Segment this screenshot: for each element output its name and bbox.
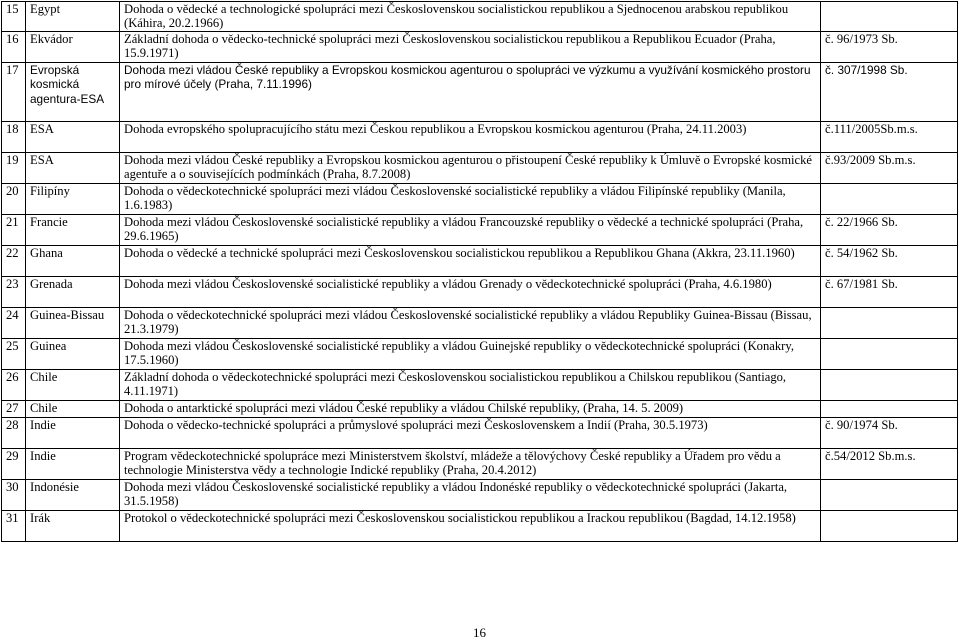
table-row bbox=[2, 479, 958, 510]
table-row bbox=[2, 400, 958, 417]
row-number: 19 bbox=[2, 152, 26, 183]
row-title: Protokol o vědeckotechnické spolupráci mezi Československou socialistickou republikou a Irackou republikou (Bagdad, 14.12.1958) bbox=[120, 510, 821, 541]
row-country: Indonésie bbox=[26, 479, 120, 510]
table-row bbox=[2, 152, 958, 183]
row-title: Dohoda mezi vládou Československé socialistické republiky a vládou Francouzské republiky o vědecké a technické spolupráci (Praha, 29.6.1965) bbox=[120, 214, 821, 245]
row-number: 30 bbox=[2, 479, 26, 510]
row-country: Indie bbox=[26, 417, 120, 448]
row-number: 18 bbox=[2, 121, 26, 152]
row-title: Základní dohoda o vědeckotechnické spolupráci mezi Československou socialistickou republikou a Chilskou republikou (Santiago, 4.11.1971) bbox=[120, 369, 821, 400]
table-row bbox=[2, 307, 958, 338]
row-reference bbox=[821, 2, 958, 32]
row-reference: č. 96/1973 Sb. bbox=[821, 31, 958, 62]
row-title: Dohoda o vědecké a technologické spolupráci mezi Československou socialistickou republikou a Sjednocenou arabskou republikou (Káhira, 20.2.1966) bbox=[120, 2, 821, 32]
table-row bbox=[2, 338, 958, 369]
row-title: Program vědeckotechnické spolupráce mezi Ministerstvem školství, mládeže a tělovýchovy České republiky a Úřadem pro vědu a technologie Ministerstva vědy a technologie Indické republiky (Praha, 20.4.2012) bbox=[120, 448, 821, 479]
row-number: 21 bbox=[2, 214, 26, 245]
row-reference: č. 67/1981 Sb. bbox=[821, 276, 958, 307]
row-number: 22 bbox=[2, 245, 26, 276]
table-row bbox=[2, 245, 958, 276]
table-row bbox=[2, 417, 958, 448]
row-reference: č. 90/1974 Sb. bbox=[821, 417, 958, 448]
row-title: Základní dohoda o vědecko-technické spolupráci mezi Československou socialistickou republikou a Republikou Ecuador (Praha, 15.9.1971) bbox=[120, 31, 821, 62]
row-country: Ekvádor bbox=[26, 31, 120, 62]
row-country: Evropská kosmická agentura-ESA bbox=[26, 62, 120, 121]
row-title: Dohoda mezi vládou České republiky a Evropskou kosmickou agenturou o přistoupení České republiky k Úmluvě o Evropské kosmické agentuře a o souvisejících podmínkách (Praha, 8.7.2008) bbox=[120, 152, 821, 183]
row-number: 28 bbox=[2, 417, 26, 448]
row-number: 31 bbox=[2, 510, 26, 541]
row-reference bbox=[821, 510, 958, 541]
row-reference bbox=[821, 479, 958, 510]
row-country: ESA bbox=[26, 121, 120, 152]
row-number: 17 bbox=[2, 62, 26, 121]
row-reference bbox=[821, 307, 958, 338]
table-row bbox=[2, 276, 958, 307]
table-row bbox=[2, 2, 958, 32]
row-number: 15 bbox=[2, 2, 26, 32]
row-number: 24 bbox=[2, 307, 26, 338]
row-number: 27 bbox=[2, 400, 26, 417]
row-number: 23 bbox=[2, 276, 26, 307]
table-row bbox=[2, 31, 958, 62]
row-title: Dohoda o vědecko-technické spolupráci a průmyslové spolupráci mezi Československem a Indií (Praha, 30.5.1973) bbox=[120, 417, 821, 448]
row-title: Dohoda o vědecké a technické spolupráci mezi Československou socialistickou republikou a Republikou Ghana (Akkra, 23.11.1960) bbox=[120, 245, 821, 276]
row-country: Ghana bbox=[26, 245, 120, 276]
table-row bbox=[2, 214, 958, 245]
row-title: Dohoda mezi vládou Československé socialistické republiky a vládou Indonéské republiky o vědeckotechnické spolupráci (Jakarta, 31.5.1958) bbox=[120, 479, 821, 510]
row-country: Irák bbox=[26, 510, 120, 541]
table-row bbox=[2, 121, 958, 152]
row-reference: č. 22/1966 Sb. bbox=[821, 214, 958, 245]
treaty-table-body bbox=[2, 2, 958, 542]
row-country: Chile bbox=[26, 400, 120, 417]
row-title: Dohoda o vědeckotechnické spolupráci mezi vládou Československé socialistické republiky a vládou Filipínské republiky (Manila, 1.6.1983) bbox=[120, 183, 821, 214]
table-row bbox=[2, 62, 958, 121]
row-title: Dohoda o vědeckotechnické spolupráci mezi vládou Československé socialistické republiky a vládou Republiky Guinea-Bissau (Bissau, 21.3.1979) bbox=[120, 307, 821, 338]
row-reference: č.93/2009 Sb.m.s. bbox=[821, 152, 958, 183]
row-country: Egypt bbox=[26, 2, 120, 32]
row-reference bbox=[821, 183, 958, 214]
row-country: Grenada bbox=[26, 276, 120, 307]
row-country: Filipíny bbox=[26, 183, 120, 214]
row-country: Guinea-Bissau bbox=[26, 307, 120, 338]
row-reference: č. 54/1962 Sb. bbox=[821, 245, 958, 276]
row-title: Dohoda mezi vládou Československé socialistické republiky a vládou Grenady o vědeckotechnické spolupráci (Praha, 4.6.1980) bbox=[120, 276, 821, 307]
table-row bbox=[2, 510, 958, 541]
row-country: ESA bbox=[26, 152, 120, 183]
page-number: 16 bbox=[473, 625, 486, 640]
row-reference: č. 307/1998 Sb. bbox=[821, 62, 958, 121]
table-row bbox=[2, 183, 958, 214]
table-row bbox=[2, 448, 958, 479]
row-title: Dohoda evropského spolupracujícího státu mezi Českou republikou a Evropskou kosmickou agenturou (Praha, 24.11.2003) bbox=[120, 121, 821, 152]
row-number: 25 bbox=[2, 338, 26, 369]
row-reference: č.111/2005Sb.m.s. bbox=[821, 121, 958, 152]
row-country: Francie bbox=[26, 214, 120, 245]
row-title: Dohoda mezi vládou Československé socialistické republiky a vládou Guinejské republiky o vědeckotechnické spolupráci (Konakry, 17.5.1960) bbox=[120, 338, 821, 369]
table-row bbox=[2, 369, 958, 400]
row-title: Dohoda mezi vládou České republiky a Evropskou kosmickou agenturou o spolupráci ve výzkumu a využívání kosmického prostoru pro mírové účely (Praha, 7.11.1996) bbox=[120, 62, 821, 121]
row-reference bbox=[821, 338, 958, 369]
row-country: Indie bbox=[26, 448, 120, 479]
row-number: 29 bbox=[2, 448, 26, 479]
row-number: 20 bbox=[2, 183, 26, 214]
row-title: Dohoda o antarktické spolupráci mezi vládou České republiky a vládou Chilské republiky, (Praha, 14. 5. 2009) bbox=[120, 400, 821, 417]
row-country: Chile bbox=[26, 369, 120, 400]
row-number: 26 bbox=[2, 369, 26, 400]
row-reference: č.54/2012 Sb.m.s. bbox=[821, 448, 958, 479]
row-country: Guinea bbox=[26, 338, 120, 369]
treaty-table bbox=[1, 1, 958, 542]
row-number: 16 bbox=[2, 31, 26, 62]
row-reference bbox=[821, 400, 958, 417]
row-reference bbox=[821, 369, 958, 400]
